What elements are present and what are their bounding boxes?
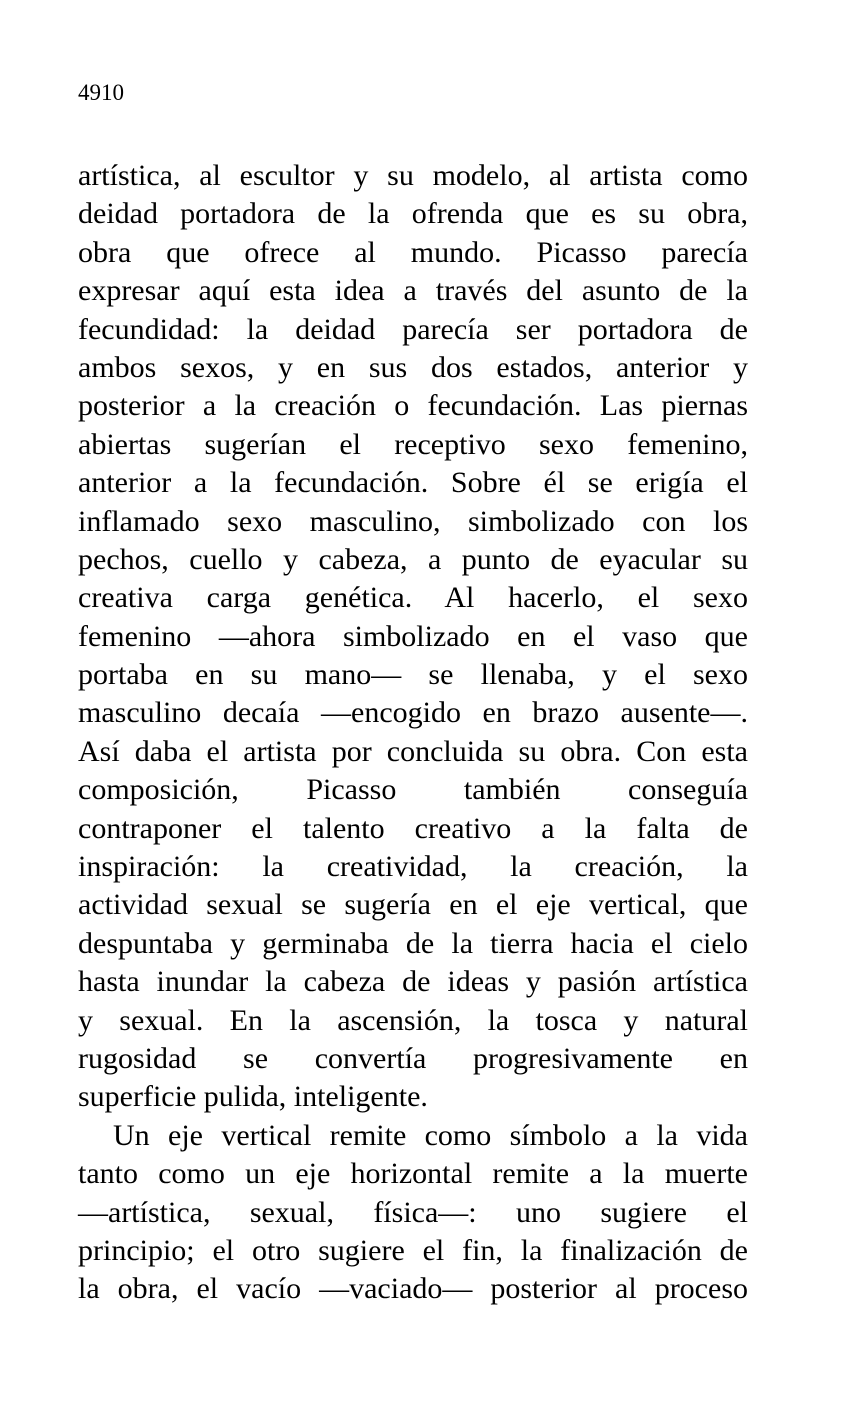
text-line: la obra, el vacío —vaciado— posterior al proceso xyxy=(78,1272,748,1306)
text-line: ambos sexos, y en sus dos estados, anterior y xyxy=(78,350,748,384)
text-line: y sexual. En la ascensión, la tosca y natural xyxy=(78,1003,748,1037)
text-line: contraponer el talento creativo a la falta de xyxy=(78,811,748,845)
text-line: rugosidad se convertía progresivamente en xyxy=(78,1041,748,1075)
text-line: creativa carga genética. Al hacerlo, el sexo xyxy=(78,581,748,615)
text-line: portaba en su mano— se llenaba, y el sexo xyxy=(78,658,748,692)
text-line: —artística, sexual, física—: uno sugiere el xyxy=(78,1195,748,1229)
text-line: pechos, cuello y cabeza, a punto de eyacular su xyxy=(78,542,748,576)
text-line: deidad portadora de la ofrenda que es su obra, xyxy=(78,197,748,231)
text-line: hasta inundar la cabeza de ideas y pasión artística xyxy=(78,965,748,999)
text-line: despuntaba y germinaba de la tierra hacia el cielo xyxy=(78,926,748,960)
paragraph-2 xyxy=(78,1117,748,1309)
text-line: expresar aquí esta idea a través del asunto de la xyxy=(78,274,748,308)
text-line: Un eje vertical remite como símbolo a la vida xyxy=(113,1118,748,1152)
text-line: femenino —ahora simbolizado en el vaso que xyxy=(78,619,748,653)
text-line: masculino decaía —encogido en brazo ausente—. xyxy=(78,696,748,730)
text-line: principio; el otro sugiere el fin, la finalización de xyxy=(78,1233,748,1267)
text-line: posterior a la creación o fecundación. Las piernas xyxy=(78,389,748,423)
text-line: fecundidad: la deidad parecía ser portadora de xyxy=(78,312,748,346)
text-line: actividad sexual se sugería en el eje vertical, que xyxy=(78,888,748,922)
text-line: inspiración: la creatividad, la creación, la xyxy=(78,850,748,884)
text-line: tanto como un eje horizontal remite a la muerte xyxy=(78,1157,748,1191)
page-text xyxy=(78,157,748,1309)
paragraph-1 xyxy=(78,157,748,1117)
text-line: superficie pulida, inteligente. xyxy=(78,1080,428,1114)
text-line: composición, Picasso también conseguía xyxy=(78,773,748,807)
text-line: inflamado sexo masculino, simbolizado con los xyxy=(78,504,748,538)
text-line: Así daba el artista por concluida su obra. Con esta xyxy=(78,734,748,768)
text-line: obra que ofrece al mundo. Picasso parecía xyxy=(78,235,748,269)
page-number: 4910 xyxy=(78,80,124,105)
text-line: abiertas sugerían el receptivo sexo femenino, xyxy=(78,427,748,461)
text-line: artística, al escultor y su modelo, al artista como xyxy=(78,159,748,192)
text-line: anterior a la fecundación. Sobre él se erigía el xyxy=(78,466,748,500)
